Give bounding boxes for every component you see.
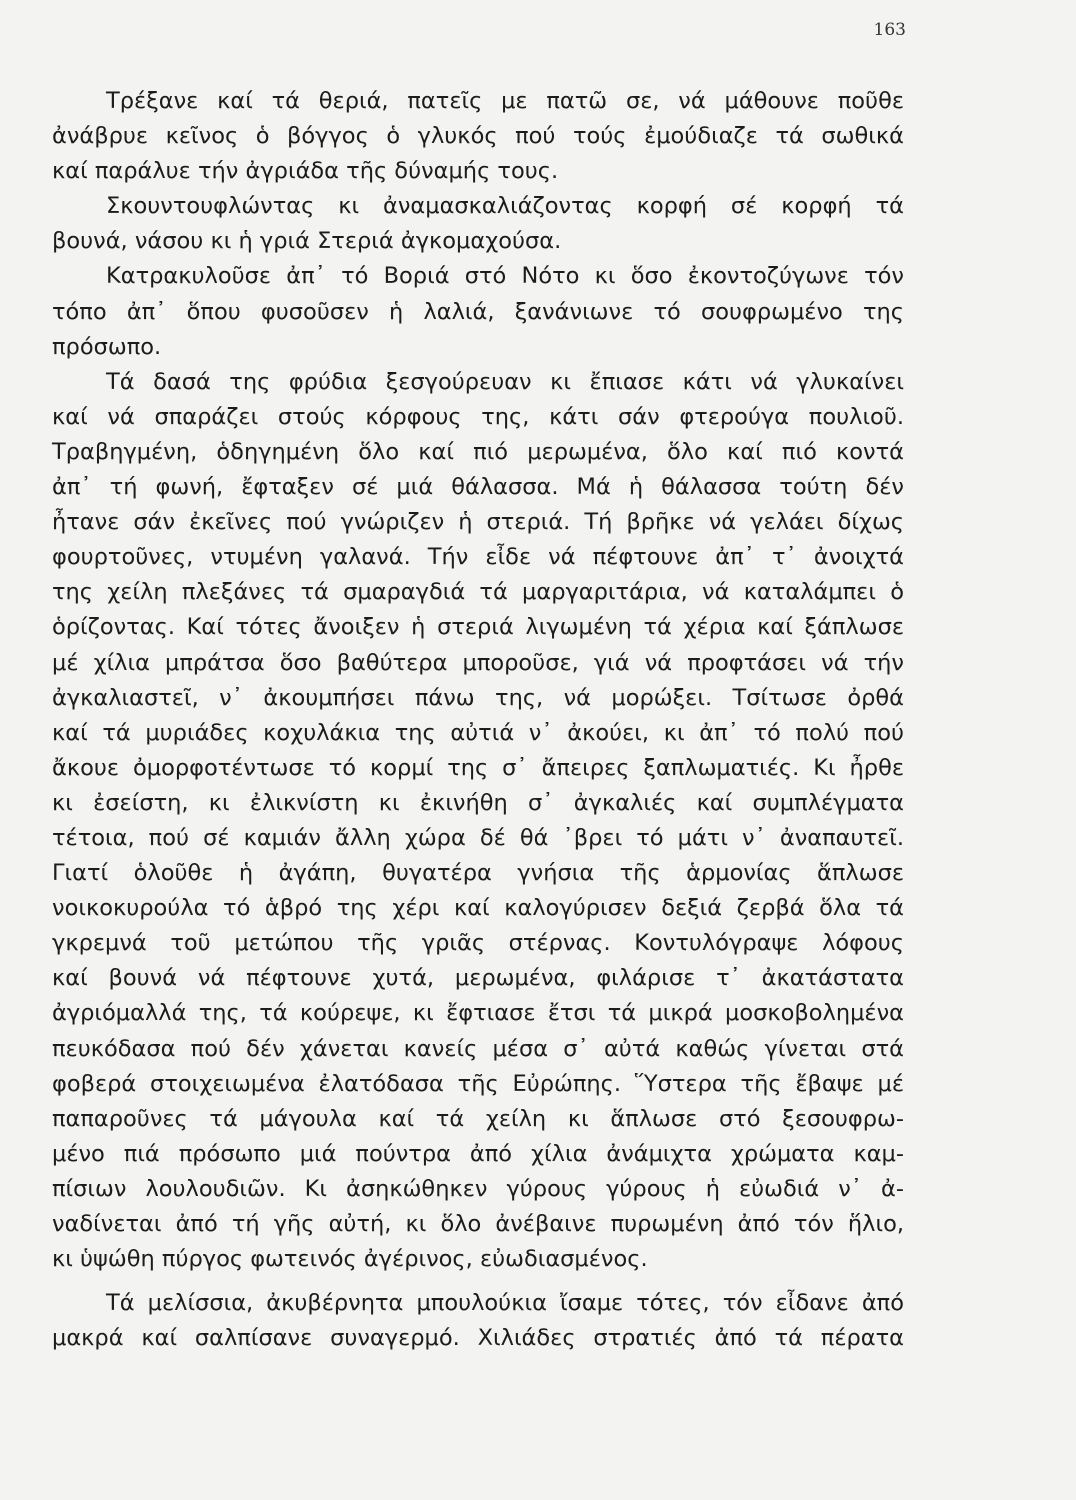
text-line: καί νά σπαράζει στούς κόρφους της, κάτι σάν φτερούγα πουλιοῦ. — [52, 403, 904, 430]
text-line: κι ὑψώθη πύργος φωτεινός ἀγέρινος, εὐωδιασμένος. — [52, 1246, 648, 1273]
text-line: Κατρακυλοῦσε ἀπ᾽ τό Βοριά στό Νότο κι ὅσο ἐκοντοζύγωνε τόν — [106, 263, 904, 290]
paragraph-1 — [52, 84, 904, 189]
text-line: της χείλη πλεξάνες τά σμαραγδιά τά μαργαριτάρια, νά καταλάμπει ὁ — [52, 579, 904, 606]
text-line: ἦτανε σάν ἐκεῖνες πού γνώριζεν ἡ στεριά. Τή βρῆκε νά γελάει δίχως — [52, 509, 904, 536]
paragraph-3 — [52, 259, 904, 364]
text-line: ἀγριόμαλλά της, τά κούρεψε, κι ἔφτιασε ἔτσι τά μικρά μοσκοβολημένα — [52, 1000, 904, 1027]
text-line: Τά δασά της φρύδια ξεσγούρευαν κι ἔπιασε κάτι νά γλυκαίνει — [106, 368, 904, 395]
text-line: φουρτοῦνες, ντυμένη γαλανά. Τήν εἶδε νά πέφτουνε ἀπ᾽ τ᾽ ἀνοιχτά — [52, 544, 904, 571]
text-line: μέ χίλια μπράτσα ὅσο βαθύτερα μποροῦσε, γιά νά προφτάσει νά τήν — [52, 649, 904, 676]
text-line: Τρέξανε καί τά θεριά, πατεῖς με πατῶ σε, νά μάθουνε ποῦθε — [106, 88, 904, 114]
text-line: μακρά καί σαλπίσανε συναγερμό. Χιλιάδες στρατιές ἀπό τά πέρατα — [52, 1325, 904, 1352]
text-line: ἀγκαλιαστεῖ, ν᾽ ἀκουμπήσει πάνω της, νά μορώξει. Τσίτωσε ὀρθά — [52, 684, 904, 711]
text-line: παπαροῦνες τά μάγουλα καί τά χείλη κι ἅπλωσε στό ξεσουφρω- — [52, 1105, 904, 1132]
page-number: 163 — [873, 20, 906, 40]
text-line: μένο πιά πρόσωπο μιά πούντρα ἀπό χίλια ἀνάμιχτα χρώματα καμ- — [52, 1140, 904, 1167]
text-line: γκρεμνά τοῦ μετώπου τῆς γριᾶς στέρνας. Κοντυλόγραψε λόφους — [52, 930, 904, 957]
text-line: Γιατί ὁλοῦθε ἡ ἀγάπη, θυγατέρα γνήσια τῆς ἁρμονίας ἅπλωσε — [52, 860, 904, 887]
body-text — [52, 84, 904, 1356]
text-line: ἄκουε ὀμορφοτέντωσε τό κορμί της σ᾽ ἄπειρες ξαπλωματιές. Κι ἦρθε — [52, 754, 904, 781]
paragraph-4 — [52, 365, 904, 1277]
text-line: τέτοια, πού σέ καμιάν ἄλλη χώρα δέ θά ᾽βρει τό μάτι ν᾽ ἀναπαυτεῖ. — [52, 824, 904, 851]
text-line: ὁρίζοντας. Καί τότες ἄνοιξεν ἡ στεριά λιγωμένη τά χέρια καί ξάπλωσε — [52, 614, 904, 641]
paragraph-2 — [52, 189, 904, 259]
paragraph-5 — [52, 1286, 904, 1356]
text-line: πευκόδασα πού δέν χάνεται κανείς μέσα σ᾽ αὐτά καθώς γίνεται στά — [52, 1035, 904, 1062]
text-line: πρόσωπο. — [52, 333, 162, 360]
text-line: καί τά μυριάδες κοχυλάκια της αὐτιά ν᾽ ἀκούει, κι ἀπ᾽ τό πολύ πού — [52, 719, 904, 746]
text-line: ἀπ᾽ τή φωνή, ἔφταξεν σέ μιά θάλασσα. Μά ἡ θάλασσα τούτη δέν — [52, 474, 904, 501]
text-line: ἀνάβρυε κεῖνος ὁ βόγγος ὁ γλυκός πού τούς ἐμούδιαζε τά σωθικά — [52, 123, 904, 150]
text-line: Τά μελίσσια, ἀκυβέρνητα μπουλούκια ἴσαμε τότες, τόν εἶδανε ἀπό — [106, 1290, 904, 1317]
text-line: βουνά, νάσου κι ἡ γριά Στεριά ἀγκομαχούσα. — [52, 228, 562, 255]
text-line: τόπο ἀπ᾽ ὅπου φυσοῦσεν ἡ λαλιά, ξανάνιωνε τό σουφρωμένο της — [52, 298, 904, 325]
text-line: κι ἐσείστη, κι ἐλικνίστη κι ἐκινήθη σ᾽ ἀγκαλιές καί συμπλέγματα — [52, 789, 904, 816]
text-line: καί βουνά νά πέφτουνε χυτά, μερωμένα, φιλάρισε τ᾽ ἀκατάστατα — [52, 965, 904, 992]
text-line: καί παράλυε τήν ἀγριάδα τῆς δύναμής τους. — [52, 158, 559, 185]
text-line: ναδίνεται ἀπό τή γῆς αὐτή, κι ὅλο ἀνέβαινε πυρωμένη ἀπό τόν ἥλιο, — [52, 1211, 904, 1237]
text-line: φοβερά στοιχειωμένα ἐλατόδασα τῆς Εὐρώπης. Ὕστερα τῆς ἔβαψε μέ — [52, 1070, 904, 1097]
text-line: νοικοκυρούλα τό ἁβρό της χέρι καί καλογύρισεν δεξιά ζερβά ὅλα τά — [52, 895, 904, 922]
text-line: Τραβηγμένη, ὁδηγημένη ὅλο καί πιό μερωμένα, ὅλο καί πιό κοντά — [52, 438, 904, 465]
text-line: Σκουντουφλώντας κι ἀναμασκαλιάζοντας κορφή σέ κορφή τά — [106, 193, 904, 220]
text-line: πίσιων λουλουδιῶν. Κι ἀσηκώθηκεν γύρους γύρους ἡ εὐωδιά ν᾽ ἀ- — [52, 1175, 904, 1202]
